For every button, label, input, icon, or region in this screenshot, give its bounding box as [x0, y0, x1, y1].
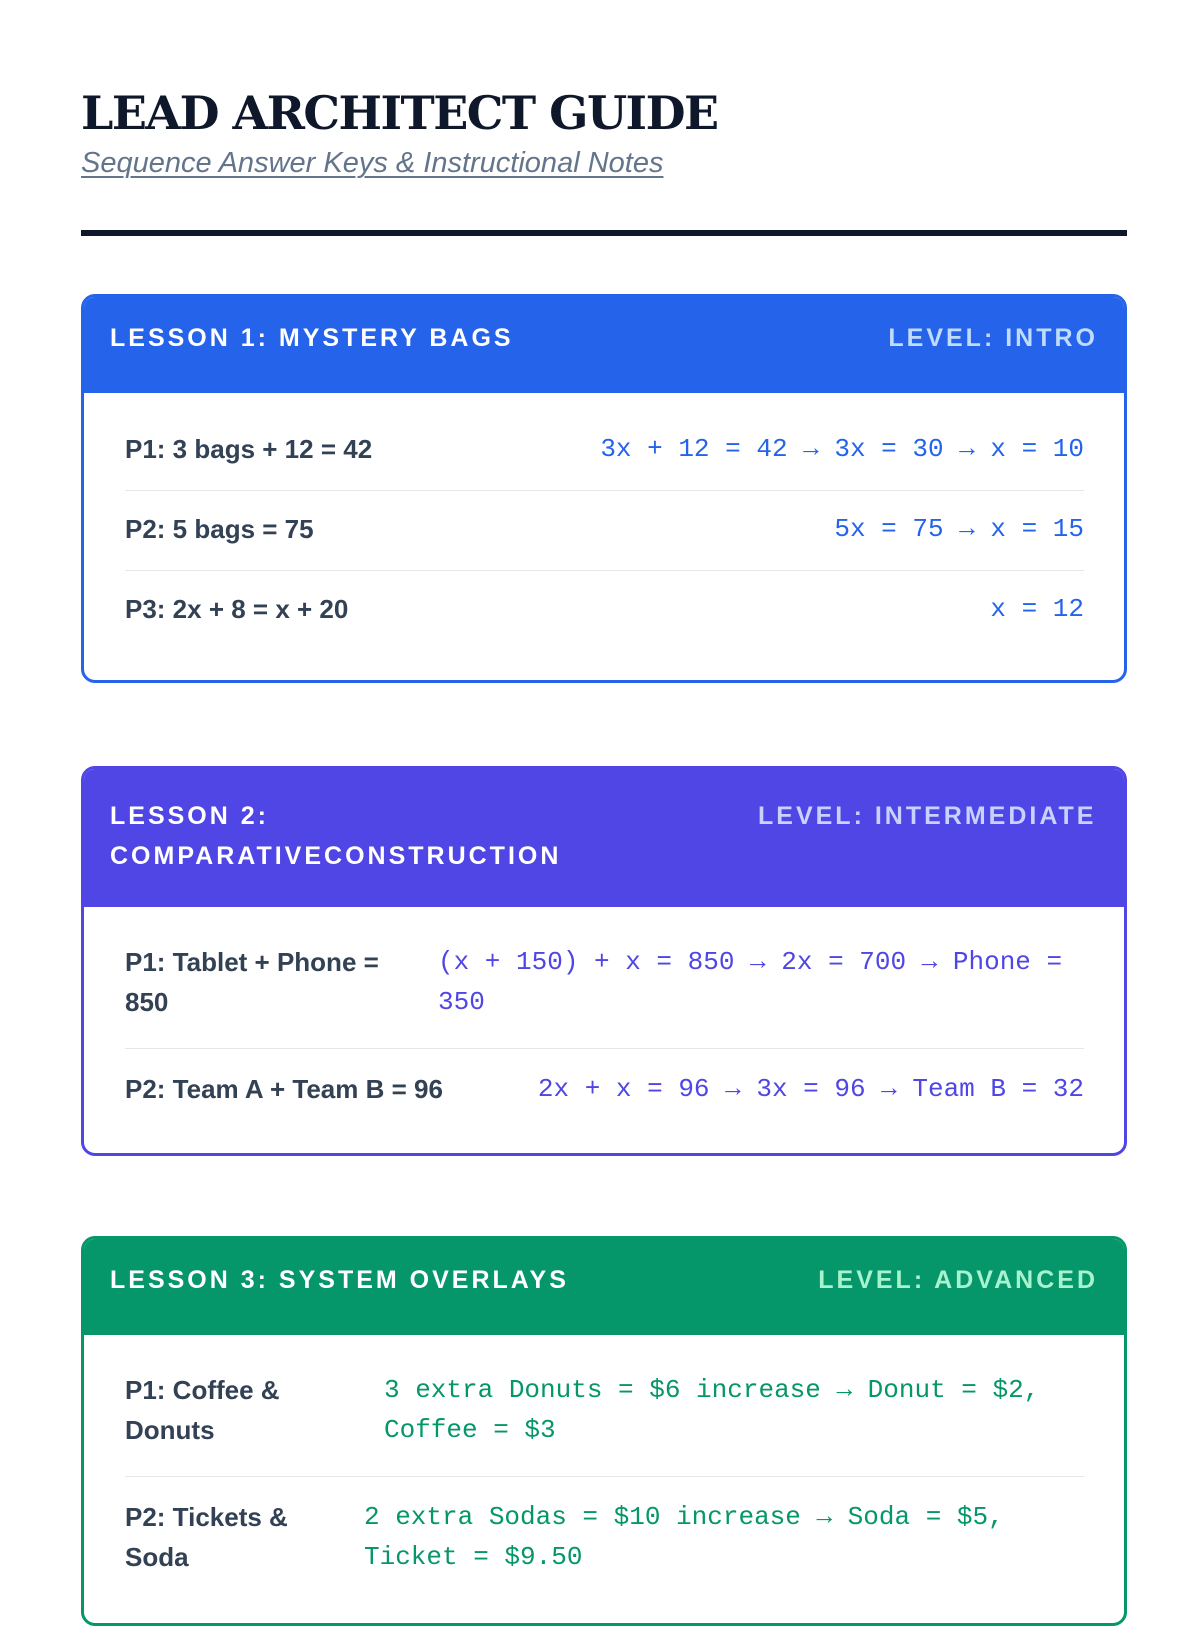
problem-label: P2: Tickets & Soda	[125, 1502, 288, 1572]
problem-row	[125, 1477, 1084, 1599]
lesson-level-badge: LEVEL: INTRO	[888, 324, 1098, 352]
problem-row	[125, 1049, 1084, 1139]
lesson-title: LESSON 3: SYSTEM OVERLAYS	[110, 1266, 569, 1294]
lesson-header	[84, 769, 1124, 907]
lesson-card-3	[81, 1236, 1127, 1626]
problem-solution: 3 extra Donuts = $6 increase → Donut = $2, Coffee = $3	[384, 1375, 1040, 1445]
problem-label: P1: Coffee & Donuts	[125, 1375, 280, 1445]
lesson-card-1	[81, 294, 1127, 683]
problem-solution: 5x = 75 → x = 15	[834, 514, 1084, 544]
lesson-title: LESSON 1: MYSTERY BAGS	[110, 324, 514, 352]
problem-label: P2: 5 bags = 75	[125, 514, 314, 544]
lesson-level-badge: LEVEL: ADVANCED	[818, 1266, 1098, 1294]
problem-solution: (x + 150) + x = 850 → 2x = 700 → Phone = 350	[438, 947, 1063, 1017]
lesson-card-2	[81, 766, 1127, 1156]
lesson-body	[84, 1335, 1124, 1599]
header-divider	[81, 230, 1127, 236]
page-subtitle: Sequence Answer Keys & Instructional Notes	[81, 147, 664, 179]
problem-row	[125, 1354, 1084, 1477]
problem-solution: 2 extra Sodas = $10 increase → Soda = $5, Ticket = $9.50	[364, 1502, 1004, 1572]
problem-row	[125, 926, 1084, 1049]
guide-page	[81, 0, 1127, 1572]
problem-solution: x = 12	[990, 594, 1084, 624]
problem-label: P2: Team A + Team B = 96	[125, 1074, 443, 1104]
page-title: LEAD ARCHITECT GUIDE	[81, 86, 718, 140]
problem-solution: 2x + x = 96 → 3x = 96 → Team B = 32	[537, 1074, 1084, 1104]
problem-label: P3: 2x + 8 = x + 20	[125, 594, 349, 624]
problem-row	[125, 411, 1084, 491]
problem-solution: 3x + 12 = 42 → 3x = 30 → x = 10	[600, 434, 1084, 464]
lesson-title: LESSON 2: COMPARATIVECONSTRUCTION	[110, 802, 562, 870]
lesson-header	[84, 1239, 1124, 1335]
lesson-body	[84, 393, 1124, 649]
problem-row	[125, 571, 1084, 649]
problem-label: P1: 3 bags + 12 = 42	[125, 434, 373, 464]
lesson-body	[84, 907, 1124, 1139]
lesson-level-badge: LEVEL: INTERMEDIATE	[758, 802, 1097, 830]
problem-row	[125, 491, 1084, 571]
problem-label: P1: Tablet + Phone = 850	[125, 947, 379, 1017]
lesson-header	[84, 297, 1124, 393]
